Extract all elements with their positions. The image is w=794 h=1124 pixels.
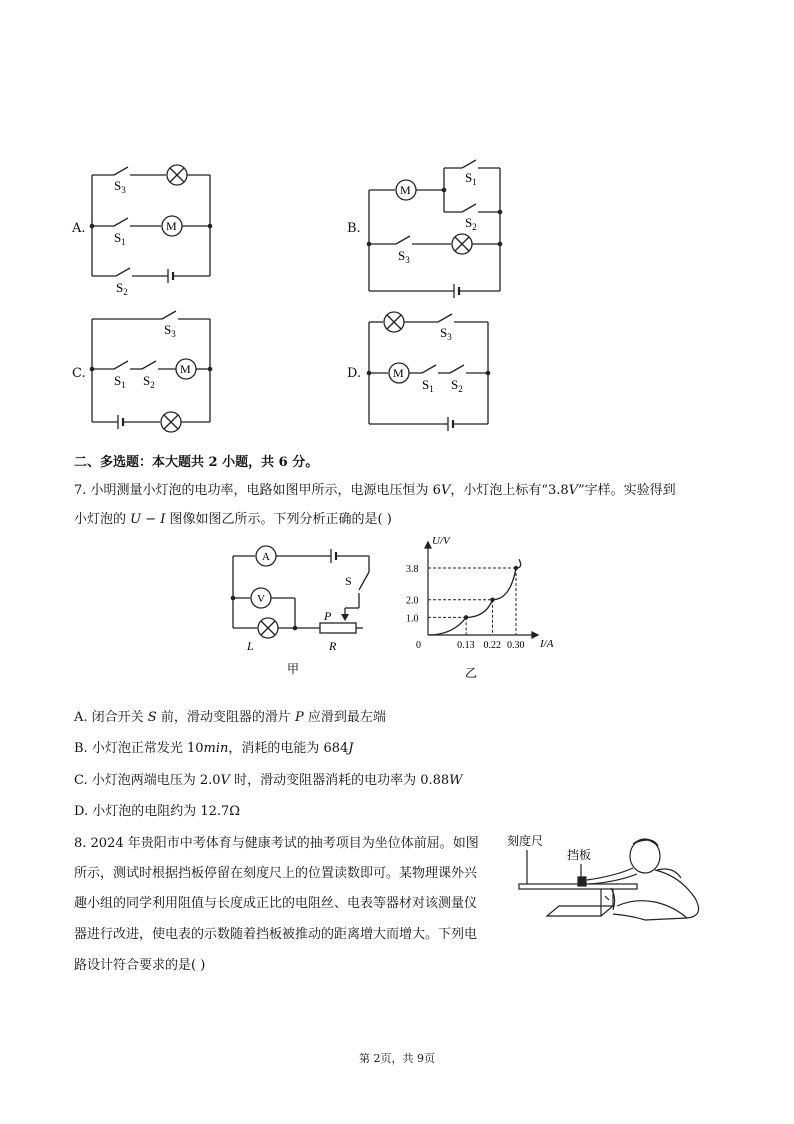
motor-label: M: [400, 183, 411, 197]
s2-label: $S_2$: [116, 280, 128, 297]
x-tick-label: 0.22: [483, 640, 502, 651]
s3-label: $S_3$: [114, 178, 126, 195]
lamp-label: L: [247, 639, 254, 653]
s1-label: $S_1$: [422, 377, 434, 394]
s2-label: $S_2$: [465, 215, 477, 232]
option-a-label: A.: [72, 221, 86, 236]
q8-stem-line3: 趣小组的同学利用阻值与长度成正比的电阻丝、电表等器材对该测量仪: [74, 896, 478, 911]
circuit-c: [86, 310, 216, 440]
y-tick-label: 3.8: [406, 564, 419, 575]
data-point: [514, 566, 518, 570]
switch-label: S: [345, 574, 352, 588]
option-c-label: C.: [72, 366, 86, 381]
sit-and-reach-illustration: [505, 828, 720, 928]
ruler-label: 刻度尺: [507, 834, 544, 848]
slider-label: P: [324, 609, 332, 623]
motor-label: M: [180, 362, 191, 376]
s1-label: $S_1$: [465, 170, 477, 187]
voltmeter-label: V: [257, 593, 265, 605]
y-tick-label: 1.0: [406, 613, 419, 625]
q7-option-d: D. 小灯泡的电阻约为 12.7Ω: [74, 804, 241, 819]
figure-jia-circuit: [225, 538, 385, 678]
q7-option-a: A. 闭合开关 𝑆 前，滑动变阻器的滑片 𝑃 应滑到最左端: [74, 710, 386, 725]
circuit-d: [362, 310, 502, 440]
motor-label: M: [393, 366, 404, 380]
circuit-a: [86, 158, 216, 298]
q7-option-c: C. 小灯泡两端电压为 2.0𝑉 时，滑动变阻器消耗的电功率为 0.88𝑊: [74, 773, 463, 788]
q8-stem-line2: 所示，测试时根据挡板停留在刻度尺上的位置读数即可。某物理课外兴: [74, 866, 478, 881]
x-axis-label: I/A: [540, 638, 554, 650]
y-axis-arrow: [425, 542, 431, 548]
circuit-b: [362, 150, 512, 300]
y-tick-label: 2.0: [406, 595, 419, 607]
data-point: [490, 598, 494, 602]
q8-stem-line1: 8. 2024 年贵阳市中考体育与健康考试的抽考项目为坐位体前屈。如图: [74, 836, 479, 851]
q7-option-b: B. 小灯泡正常发光 10𝑚𝑖𝑛，消耗的电能为 684𝐽: [74, 741, 354, 756]
page-footer: 第 2页，共 9页: [359, 1052, 435, 1065]
s2-label: $S_2$: [451, 377, 463, 394]
s1-label: $S_1$: [114, 373, 126, 390]
option-d-label: D.: [347, 366, 362, 381]
origin-label: 0: [416, 640, 421, 651]
s3-label: $S_3$: [398, 248, 410, 265]
s3-label: $S_3$: [164, 322, 176, 339]
section-heading: 二、多选题：本大题共 2 小题，共 6 分。: [74, 455, 319, 470]
rheostat-label: R: [329, 639, 337, 653]
s1-label: $S_1$: [114, 230, 126, 247]
motor-label: M: [166, 219, 177, 233]
s2-label: $S_2$: [143, 373, 155, 390]
q8-stem-line4: 器进行改进，使电表的示数随着挡板被推动的距离增大而增大。下列电: [74, 927, 478, 942]
x-axis-arrow: [532, 632, 538, 638]
y-axis-label: U/V: [432, 535, 450, 547]
q8-stem-line5: 路设计符合要求的是( ): [74, 958, 206, 973]
x-tick-label: 0.30: [507, 640, 525, 651]
option-b-label: B.: [347, 221, 361, 236]
figure-caption-jia: 甲: [287, 662, 300, 676]
u-i-curve: [428, 559, 521, 635]
x-tick-label: 0.13: [457, 640, 475, 651]
s3-label: $S_3$: [440, 325, 452, 342]
q7-stem-line2: 小灯泡的 𝑈 − 𝐼 图像如图乙所示。下列分析正确的是( ): [74, 512, 392, 527]
ammeter-label: A: [262, 551, 270, 563]
figure-caption-yi: 乙: [465, 666, 478, 680]
q7-stem-line1: 7. 小明测量小灯泡的电功率，电路如图甲所示，电源电压恒为 6𝑉，小灯泡上标有“3.8𝑉”字样。实验得到: [74, 483, 676, 498]
board-label: 挡板: [567, 848, 592, 862]
data-point: [464, 615, 468, 619]
figure-yi-graph: [398, 530, 573, 680]
